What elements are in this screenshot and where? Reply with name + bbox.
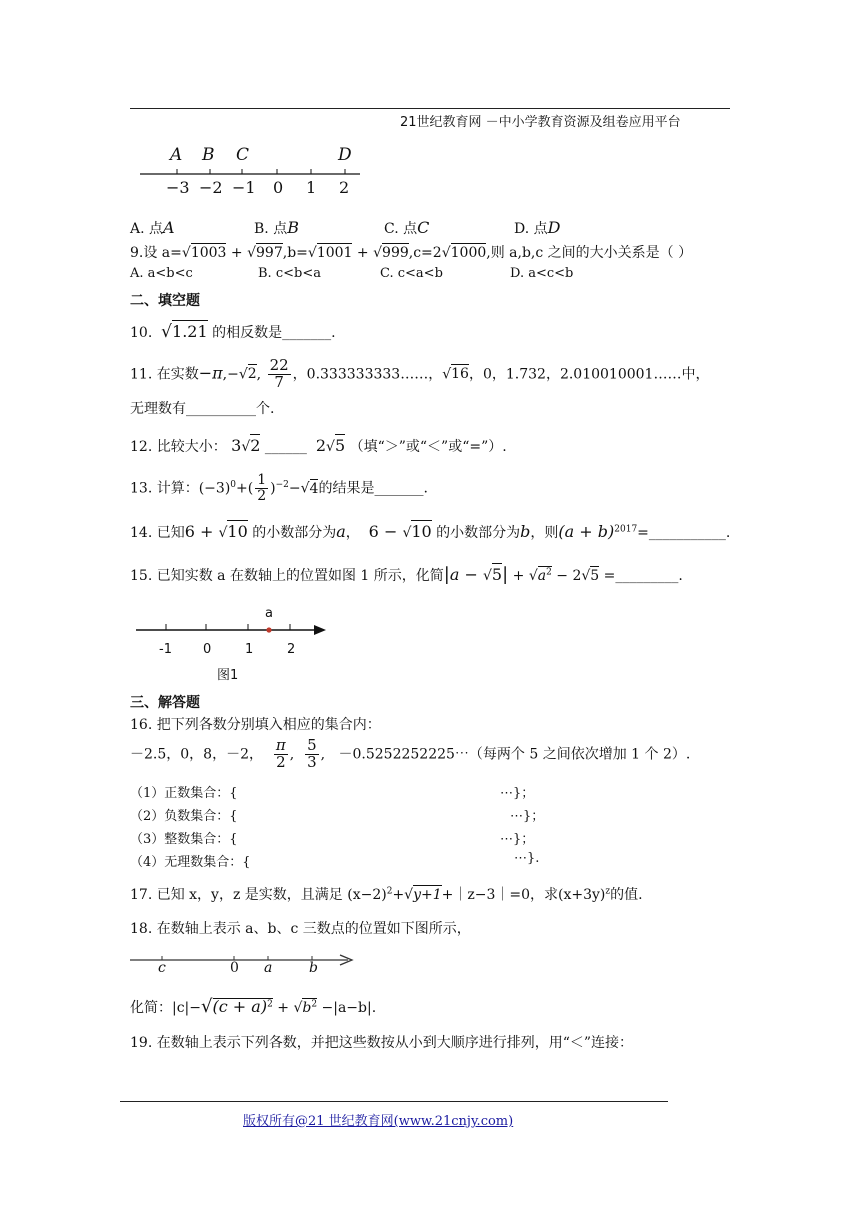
q8-option-d: D. 点D <box>514 218 561 237</box>
q18-point-a: a <box>264 960 273 976</box>
q9-option-c: C. c<a<b <box>380 266 443 281</box>
point-a-label: A <box>170 145 183 165</box>
q11-line1: 11. 在实数−π,−√2, $\frac{22}{7}$ ，0.333333333……，√16，0，1.732，2.010010001……中， <box>130 356 710 391</box>
header-site: 21世纪教育网 －中小学教育资源及组卷应用平台 <box>400 115 681 130</box>
q16-set-negative: （2）负数集合：{ <box>130 809 238 824</box>
q8-option-c: C. 点C <box>384 218 430 237</box>
q16-stem: 16. 把下列各数分别填入相应的集合内： <box>130 717 381 733</box>
q9-option-d: D. a<c<b <box>510 266 574 281</box>
footer-rule <box>120 1101 668 1102</box>
q18-point-b: b <box>309 960 318 976</box>
tick-label: 0 <box>273 178 284 197</box>
q16-set-positive-end: ⋯}； <box>500 786 535 801</box>
q16-set-negative-end: ⋯}； <box>510 809 545 824</box>
q17: 17. 已知 x，y，z 是实数，且满足 $(x-2)^2+√y+1+|z-3|=0$，求$(x+3y)^z$的值. <box>130 886 643 903</box>
tick-label: −2 <box>199 178 223 197</box>
footer-copyright-link[interactable]: 版权所有@21 世纪教育网(www.21cnjy.com) <box>243 1114 514 1129</box>
q18-point-zero: 0 <box>230 960 239 976</box>
tick-label: −1 <box>232 178 256 197</box>
q11-line2: 无理数有__________个. <box>130 401 275 417</box>
q9-stem: 9.设 a=√1003 + √997,b=√1001 + √999,c=2√1000,则 a,b,c 之间的大小关系是（ ） <box>130 245 693 261</box>
q10: 10. √1.21 的相反数是_______. <box>130 322 336 342</box>
header-rule <box>130 108 730 109</box>
q18-stem: 18. 在数轴上表示 a、b、c 三数点的位置如下图所示， <box>130 921 471 937</box>
q16-set-positive: （1）正数集合：{ <box>130 786 238 801</box>
q12: 12. 比较大小： 3√2 ______ 2√5 （填“＞”或“＜”或“=”）. <box>130 436 507 455</box>
q9-option-b: B. c<b<a <box>258 266 321 281</box>
figure1-tick-label: 2 <box>287 642 296 657</box>
point-c-label: C <box>236 145 250 165</box>
q13: 13. 计算：$(-3)^0+$( $\frac{1}{2}$ )$^{-2}$−√4的结果是_______. <box>130 472 428 505</box>
tick-label: 1 <box>306 178 317 197</box>
section-solve-title: 三、解答题 <box>130 695 200 711</box>
figure1-caption: 图1 <box>217 668 239 683</box>
q15: 15. 已知实数 a 在数轴上的位置如图 1 所示，化简$|a - √5| + √a^2 - 2√5$ =_________. <box>130 564 683 585</box>
q16-set-irrational: （4）无理数集合：{ <box>130 855 251 870</box>
q19: 19. 在数轴上表示下列各数，并把这些数按从小到大顺序进行排列，用“＜”连接： <box>130 1035 634 1051</box>
q16-set-integer: （3）整数集合：{ <box>130 832 238 847</box>
point-d-label: D <box>338 145 352 165</box>
figure1-tick-label: 1 <box>245 642 254 657</box>
section-fill-blank-title: 二、填空题 <box>130 293 200 309</box>
tick-label: −3 <box>166 178 190 197</box>
q16-set-integer-end: ⋯}； <box>500 832 535 847</box>
q8-option-b: B. 点B <box>254 218 299 237</box>
q16-set-irrational-end: ⋯}. <box>514 851 540 866</box>
q18-point-c: c <box>158 960 166 976</box>
point-b-label: B <box>202 145 215 165</box>
figure1-point-a <box>266 627 271 632</box>
q16-numbers: －2.5，0，8，－2， $\frac{\pi}{2}$ , $\frac{5}{3}$ , －0.5252252225⋯（每两个 5 之间依次增加 1 个 2）. <box>130 736 691 771</box>
q14: 14. 已知6 + √10 的小数部分为a， 6 − √10 的小数部分为b，则$(a + b)^{2017}=\_\_\_\_\_\_\_\_\_\_\_$. <box>130 522 731 541</box>
figure1-tick-label: -1 <box>159 642 172 657</box>
figure1-tick-label: 0 <box>203 642 212 657</box>
q18-simplify: 化简：$|c|-√(c + a)^2 + √b^2 -|a-b|$. <box>130 996 377 1017</box>
figure1-point-label: a <box>265 606 273 621</box>
q8-option-a: A. 点A <box>130 218 175 237</box>
q9-option-a: A. a<b<c <box>130 266 193 281</box>
tick-label: 2 <box>339 178 350 197</box>
